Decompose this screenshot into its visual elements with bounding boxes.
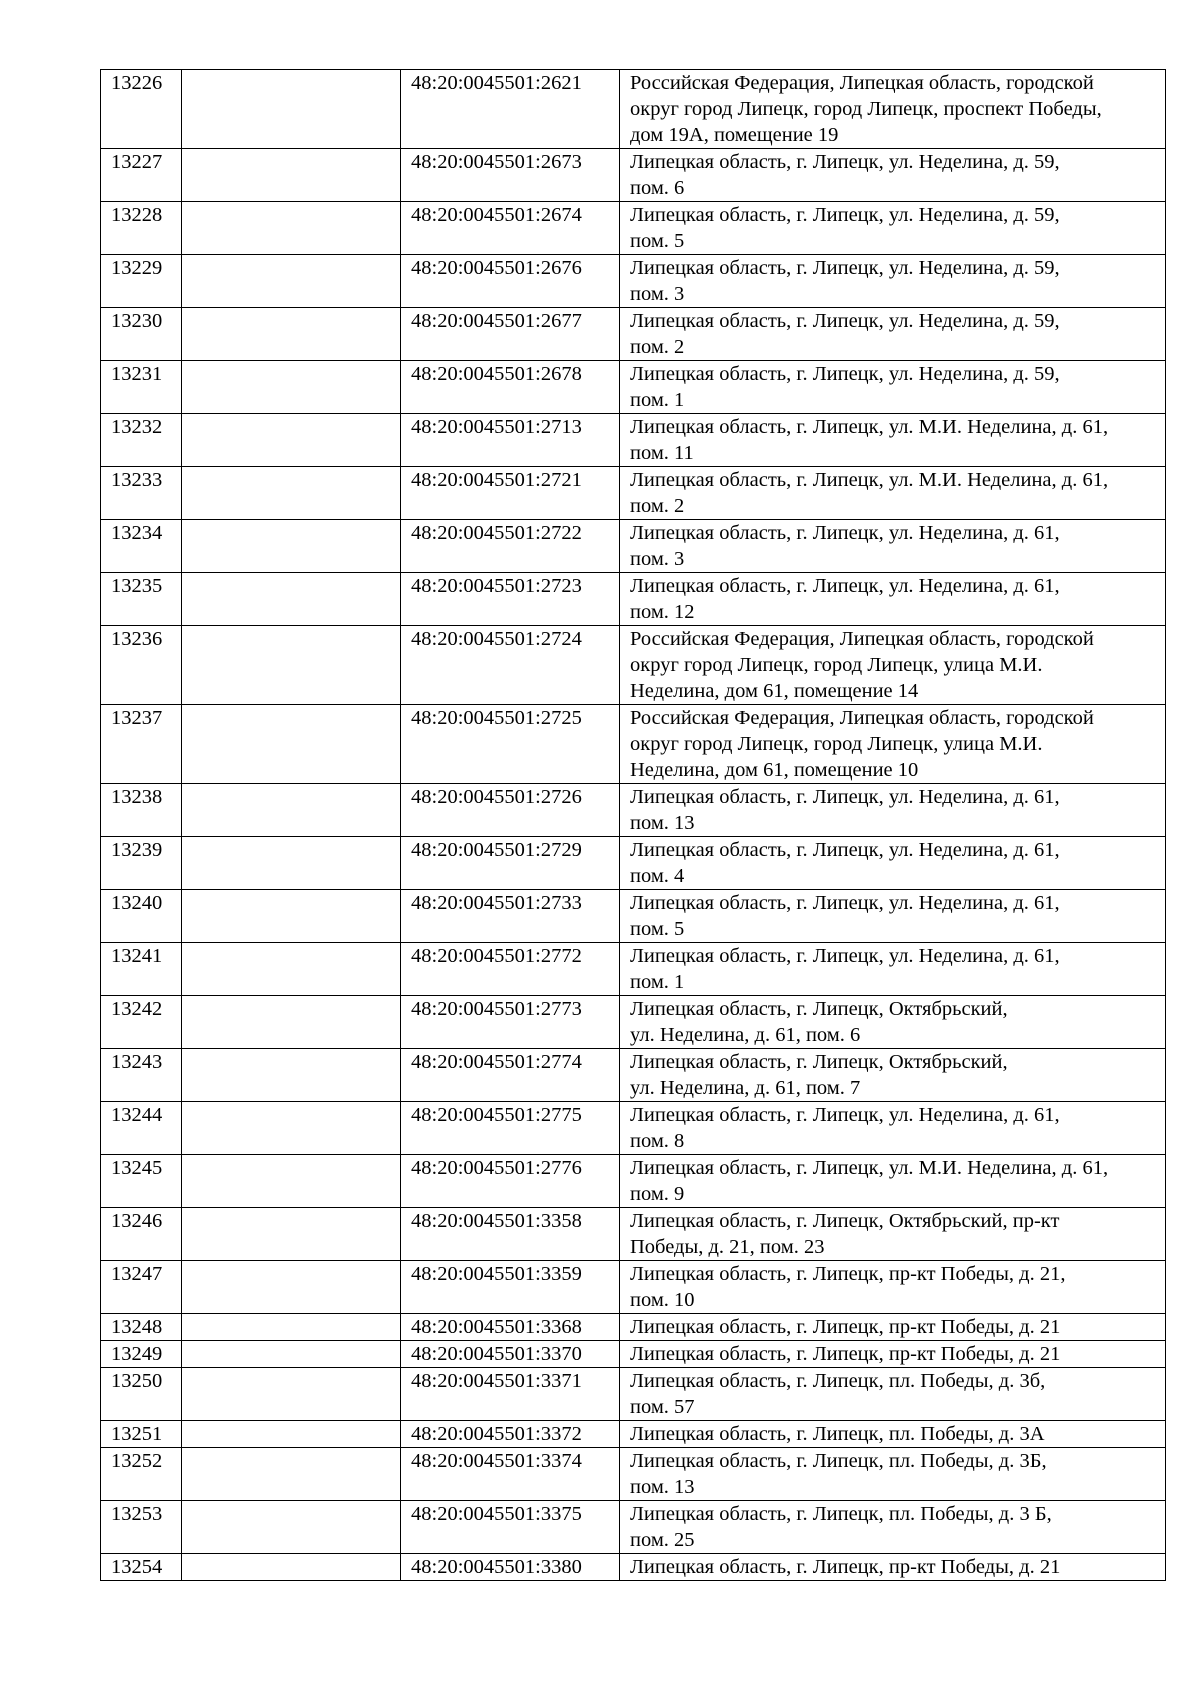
address-cell — [620, 890, 1166, 943]
table-row — [101, 626, 1166, 705]
row-number-cell: 13233 — [101, 467, 182, 520]
address-cell — [620, 1155, 1166, 1208]
blank-cell — [182, 1421, 401, 1448]
cadastral-number-cell: 48:20:0045501:2673 — [401, 149, 620, 202]
address-line: Липецкая область, г. Липецк, Октябрьский, — [630, 998, 1008, 1020]
row-number-cell: 13227 — [101, 149, 182, 202]
table-row — [101, 784, 1166, 837]
row-number-cell: 13226 — [101, 70, 182, 149]
cadastral-number-cell: 48:20:0045501:2621 — [401, 70, 620, 149]
blank-cell — [182, 1261, 401, 1314]
address-line: Липецкая область, г. Липецк, ул. Неделина, д. 59, — [630, 204, 1060, 226]
address-line: пом. 5 — [630, 918, 685, 940]
table-row — [101, 1421, 1166, 1448]
row-number-cell: 13252 — [101, 1448, 182, 1501]
row-number-cell: 13243 — [101, 1049, 182, 1102]
address-line: пом. 9 — [630, 1183, 685, 1205]
address-line: Российская Федерация, Липецкая область, городской — [630, 628, 1094, 650]
row-number-cell: 13254 — [101, 1554, 182, 1581]
address-line: Липецкая область, г. Липецк, ул. Неделина, д. 61, — [630, 786, 1060, 808]
cadastral-number-cell: 48:20:0045501:2726 — [401, 784, 620, 837]
cadastral-number-cell: 48:20:0045501:2729 — [401, 837, 620, 890]
cadastral-number-cell: 48:20:0045501:2678 — [401, 361, 620, 414]
row-number-cell: 13232 — [101, 414, 182, 467]
address-cell — [620, 361, 1166, 414]
address-cell — [620, 70, 1166, 149]
cadastral-number-cell: 48:20:0045501:3359 — [401, 1261, 620, 1314]
address-line: пом. 13 — [630, 812, 695, 834]
address-line: Липецкая область, г. Липецк, ул. Неделина, д. 61, — [630, 575, 1060, 597]
blank-cell — [182, 1368, 401, 1421]
table-row — [101, 1314, 1166, 1341]
address-line: округ город Липецк, город Липецк, проспект Победы, — [630, 98, 1102, 120]
address-line: пом. 12 — [630, 601, 695, 623]
address-cell — [620, 573, 1166, 626]
blank-cell — [182, 202, 401, 255]
address-line: Липецкая область, г. Липецк, ул. Неделина, д. 61, — [630, 839, 1060, 861]
blank-cell — [182, 1448, 401, 1501]
table-row — [101, 361, 1166, 414]
address-line: пом. 11 — [630, 442, 694, 464]
address-cell — [620, 202, 1166, 255]
blank-cell — [182, 784, 401, 837]
address-cell — [620, 943, 1166, 996]
table-row — [101, 1208, 1166, 1261]
address-line: Липецкая область, г. Липецк, ул. Неделина, д. 59, — [630, 363, 1060, 385]
table-row — [101, 1155, 1166, 1208]
address-line: Липецкая область, г. Липецк, пл. Победы, д. 3А — [630, 1423, 1045, 1445]
address-line: пом. 3 — [630, 548, 685, 570]
blank-cell — [182, 361, 401, 414]
table-row — [101, 414, 1166, 467]
address-cell — [620, 1049, 1166, 1102]
cadastral-number-cell: 48:20:0045501:2774 — [401, 1049, 620, 1102]
blank-cell — [182, 308, 401, 361]
address-cell — [620, 467, 1166, 520]
table-row — [101, 70, 1166, 149]
row-number-cell: 13239 — [101, 837, 182, 890]
table-row — [101, 705, 1166, 784]
address-cell — [620, 308, 1166, 361]
blank-cell — [182, 1501, 401, 1554]
address-cell — [620, 520, 1166, 573]
address-line: Липецкая область, г. Липецк, ул. Неделина, д. 61, — [630, 945, 1060, 967]
address-line: пом. 13 — [630, 1476, 695, 1498]
blank-cell — [182, 1554, 401, 1581]
address-line: Липецкая область, г. Липецк, Октябрьский, пр-кт — [630, 1210, 1060, 1232]
address-line: Липецкая область, г. Липецк, пл. Победы, д. 3Б, — [630, 1450, 1047, 1472]
address-line: Липецкая область, г. Липецк, ул. М.И. Неделина, д. 61, — [630, 469, 1109, 491]
row-number-cell: 13234 — [101, 520, 182, 573]
address-line: Липецкая область, г. Липецк, пр-кт Победы, д. 21 — [630, 1343, 1061, 1365]
address-line: Липецкая область, г. Липецк, пр-кт Победы, д. 21 — [630, 1316, 1061, 1338]
table-row — [101, 149, 1166, 202]
address-line: пом. 57 — [630, 1396, 695, 1418]
row-number-cell: 13249 — [101, 1341, 182, 1368]
address-cell — [620, 837, 1166, 890]
property-registry-table — [100, 69, 1166, 1581]
cadastral-number-cell: 48:20:0045501:2772 — [401, 943, 620, 996]
address-line: пом. 1 — [630, 971, 685, 993]
address-cell — [620, 414, 1166, 467]
row-number-cell: 13240 — [101, 890, 182, 943]
address-cell — [620, 1501, 1166, 1554]
blank-cell — [182, 1155, 401, 1208]
row-number-cell: 13241 — [101, 943, 182, 996]
blank-cell — [182, 1341, 401, 1368]
address-cell — [620, 626, 1166, 705]
blank-cell — [182, 1208, 401, 1261]
blank-cell — [182, 573, 401, 626]
cadastral-number-cell: 48:20:0045501:2676 — [401, 255, 620, 308]
address-line: пом. 4 — [630, 865, 685, 887]
row-number-cell: 13237 — [101, 705, 182, 784]
address-cell — [620, 1421, 1166, 1448]
table-row — [101, 1554, 1166, 1581]
cadastral-number-cell: 48:20:0045501:3375 — [401, 1501, 620, 1554]
row-number-cell: 13250 — [101, 1368, 182, 1421]
blank-cell — [182, 1049, 401, 1102]
table-row — [101, 996, 1166, 1049]
table-row — [101, 520, 1166, 573]
row-number-cell: 13236 — [101, 626, 182, 705]
row-number-cell: 13229 — [101, 255, 182, 308]
table-row — [101, 255, 1166, 308]
table-row — [101, 573, 1166, 626]
cadastral-number-cell: 48:20:0045501:2724 — [401, 626, 620, 705]
blank-cell — [182, 943, 401, 996]
blank-cell — [182, 414, 401, 467]
address-line: Липецкая область, г. Липецк, ул. Неделина, д. 61, — [630, 892, 1060, 914]
address-line: Победы, д. 21, пом. 23 — [630, 1236, 825, 1258]
row-number-cell: 13230 — [101, 308, 182, 361]
cadastral-number-cell: 48:20:0045501:3374 — [401, 1448, 620, 1501]
address-cell — [620, 1208, 1166, 1261]
address-line: Российская Федерация, Липецкая область, городской — [630, 707, 1094, 729]
table-row — [101, 1102, 1166, 1155]
address-line: пом. 25 — [630, 1529, 695, 1551]
table-row — [101, 308, 1166, 361]
address-line: пом. 10 — [630, 1289, 695, 1311]
blank-cell — [182, 520, 401, 573]
address-line: Липецкая область, г. Липецк, ул. Неделина, д. 59, — [630, 310, 1060, 332]
row-number-cell: 13245 — [101, 1155, 182, 1208]
table-row — [101, 943, 1166, 996]
cadastral-number-cell: 48:20:0045501:3370 — [401, 1341, 620, 1368]
cadastral-number-cell: 48:20:0045501:3371 — [401, 1368, 620, 1421]
blank-cell — [182, 1314, 401, 1341]
address-line: пом. 1 — [630, 389, 685, 411]
address-line: Липецкая область, г. Липецк, пл. Победы, д. 3 Б, — [630, 1503, 1052, 1525]
address-line: округ город Липецк, город Липецк, улица М.И. — [630, 654, 1043, 676]
address-line: Липецкая область, г. Липецк, пр-кт Победы, д. 21, — [630, 1263, 1066, 1285]
cadastral-number-cell: 48:20:0045501:2776 — [401, 1155, 620, 1208]
cadastral-number-cell: 48:20:0045501:2773 — [401, 996, 620, 1049]
address-cell — [620, 1368, 1166, 1421]
address-line: Липецкая область, г. Липецк, пл. Победы, д. 3б, — [630, 1370, 1046, 1392]
address-cell — [620, 149, 1166, 202]
cadastral-number-cell: 48:20:0045501:3372 — [401, 1421, 620, 1448]
cadastral-number-cell: 48:20:0045501:2775 — [401, 1102, 620, 1155]
row-number-cell: 13235 — [101, 573, 182, 626]
cadastral-number-cell: 48:20:0045501:2722 — [401, 520, 620, 573]
row-number-cell: 13251 — [101, 1421, 182, 1448]
cadastral-number-cell: 48:20:0045501:2723 — [401, 573, 620, 626]
address-line: Неделина, дом 61, помещение 10 — [630, 759, 919, 781]
blank-cell — [182, 705, 401, 784]
table-row — [101, 1261, 1166, 1314]
blank-cell — [182, 837, 401, 890]
table-row — [101, 467, 1166, 520]
cadastral-number-cell: 48:20:0045501:3358 — [401, 1208, 620, 1261]
row-number-cell: 13242 — [101, 996, 182, 1049]
address-line: Неделина, дом 61, помещение 14 — [630, 680, 919, 702]
blank-cell — [182, 890, 401, 943]
address-cell — [620, 1341, 1166, 1368]
address-line: Липецкая область, г. Липецк, ул. М.И. Неделина, д. 61, — [630, 1157, 1109, 1179]
cadastral-number-cell: 48:20:0045501:2713 — [401, 414, 620, 467]
address-line: Липецкая область, г. Липецк, ул. Неделина, д. 61, — [630, 1104, 1060, 1126]
cadastral-number-cell: 48:20:0045501:2725 — [401, 705, 620, 784]
row-number-cell: 13244 — [101, 1102, 182, 1155]
address-line: Липецкая область, г. Липецк, ул. Неделина, д. 61, — [630, 522, 1060, 544]
address-line: Липецкая область, г. Липецк, ул. Неделина, д. 59, — [630, 257, 1060, 279]
row-number-cell: 13246 — [101, 1208, 182, 1261]
table-row — [101, 202, 1166, 255]
address-line: Липецкая область, г. Липецк, ул. М.И. Неделина, д. 61, — [630, 416, 1109, 438]
address-line: Российская Федерация, Липецкая область, городской — [630, 72, 1094, 94]
address-line: Липецкая область, г. Липецк, ул. Неделина, д. 59, — [630, 151, 1060, 173]
address-line: Липецкая область, г. Липецк, Октябрьский, — [630, 1051, 1008, 1073]
blank-cell — [182, 996, 401, 1049]
cadastral-number-cell: 48:20:0045501:2677 — [401, 308, 620, 361]
table-row — [101, 890, 1166, 943]
address-line: пом. 5 — [630, 230, 685, 252]
blank-cell — [182, 255, 401, 308]
blank-cell — [182, 467, 401, 520]
address-line: ул. Неделина, д. 61, пом. 7 — [630, 1077, 861, 1099]
address-cell — [620, 1554, 1166, 1581]
address-line: пом. 8 — [630, 1130, 685, 1152]
address-cell — [620, 1448, 1166, 1501]
address-line: пом. 2 — [630, 495, 685, 517]
address-line: пом. 6 — [630, 177, 685, 199]
row-number-cell: 13228 — [101, 202, 182, 255]
table-row — [101, 1049, 1166, 1102]
table-row — [101, 1341, 1166, 1368]
table-row — [101, 1368, 1166, 1421]
address-line: Липецкая область, г. Липецк, пр-кт Победы, д. 21 — [630, 1556, 1061, 1578]
table-row — [101, 837, 1166, 890]
table-body — [101, 70, 1166, 1581]
blank-cell — [182, 1102, 401, 1155]
address-cell — [620, 996, 1166, 1049]
row-number-cell: 13253 — [101, 1501, 182, 1554]
cadastral-number-cell: 48:20:0045501:2733 — [401, 890, 620, 943]
cadastral-number-cell: 48:20:0045501:3380 — [401, 1554, 620, 1581]
address-cell — [620, 255, 1166, 308]
cadastral-number-cell: 48:20:0045501:3368 — [401, 1314, 620, 1341]
row-number-cell: 13248 — [101, 1314, 182, 1341]
cadastral-number-cell: 48:20:0045501:2674 — [401, 202, 620, 255]
row-number-cell: 13238 — [101, 784, 182, 837]
table-row — [101, 1448, 1166, 1501]
address-cell — [620, 1102, 1166, 1155]
address-cell — [620, 1261, 1166, 1314]
cadastral-number-cell: 48:20:0045501:2721 — [401, 467, 620, 520]
address-cell — [620, 1314, 1166, 1341]
table-row — [101, 1501, 1166, 1554]
blank-cell — [182, 626, 401, 705]
blank-cell — [182, 149, 401, 202]
address-line: ул. Неделина, д. 61, пом. 6 — [630, 1024, 861, 1046]
address-line: округ город Липецк, город Липецк, улица М.И. — [630, 733, 1043, 755]
address-line: дом 19А, помещение 19 — [630, 124, 839, 146]
blank-cell — [182, 70, 401, 149]
address-cell — [620, 784, 1166, 837]
address-cell — [620, 705, 1166, 784]
row-number-cell: 13231 — [101, 361, 182, 414]
row-number-cell: 13247 — [101, 1261, 182, 1314]
address-line: пом. 3 — [630, 283, 685, 305]
address-line: пом. 2 — [630, 336, 685, 358]
